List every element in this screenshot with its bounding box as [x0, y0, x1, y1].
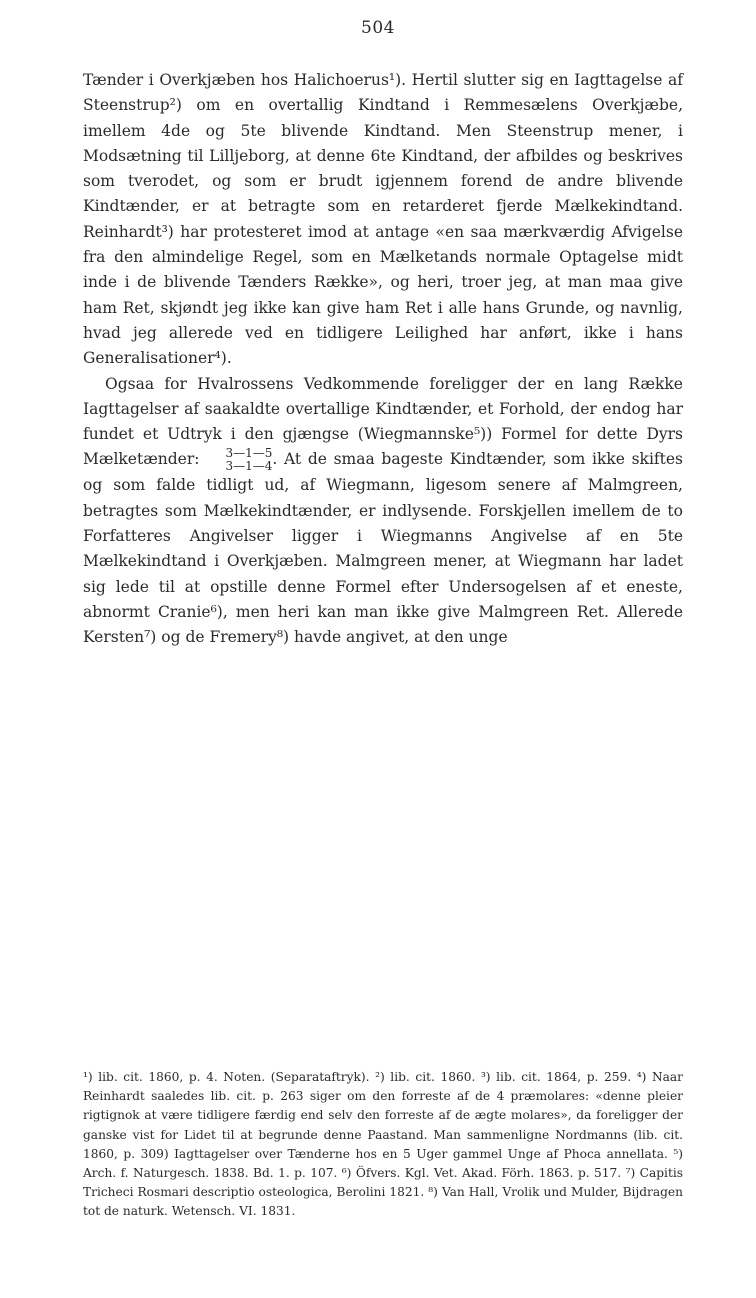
paragraph-2: Ogsaa for Hvalrossens Vedkommende foreligger der en lang Række Iagttagelser af saakaldte overtallige Kindtænder, et Forhold, der endog har fundet et Udtryk i den gjængse (Wiegmannske⁵)) Formel for dette Dyrs Mælketænder: 3—1—5 3—1—4 . At de smaa bageste Kindtænder, som ikke skiftes og som falde tidligt ud, af Wiegmann, ligesom senere af Malmgreen, betragtes som Mælkekindtænder, er indlysende. Forskjellen imellem de to Forfatteres Angivelser ligger i Wiegmanns Angivelse af en 5te Mælkekindtand i Overkjæben. Malmgreen mener, at Wiegmann har ladet sig lede til at opstille denne Formel efter Undersogelsen af et eneste, abnormt Cranie⁶), men heri kan man ikke give Malmgreen Ret. Allerede Kersten⁷) og de Fremery⁸) havde angivet, at den unge: [83, 374, 683, 647]
footnotes-text: ¹) lib. cit. 1860, p. 4. Noten. (Separataftryk). ²) lib. cit. 1860. ³) lib. cit. 1864, p. 259. ⁴) Naar Reinhardt saaledes lib. cit. p. 263 siger om den forreste af de 4 præmolares: «denne pleier rigtignok at være tidligere færdig end selv den forreste af de ægte molares», da foreligger der ganske vist for Lidet til at begrunde denne Paastand. Man sammenligne Nordmanns (lib. cit. 1860, p. 309) Iagttagelser over Tænderne hos en 5 Uger gammel Unge af Phoca annellata. ⁵) Arch. f. Naturgesch. 1838. Bd. 1. p. 107. ⁶) Öfvers. Kgl. Vet. Akad. Förh. 1863. p. 517. ⁷) Capitis Tricheci Rosmari descriptio osteologica, Berolini 1821. ⁸) Van Hall, Vrolik und Mulder, Bijdragen tot de naturk. Wetensch. VI. 1831.: [83, 1070, 683, 1219]
formula-bottom: 3—1—4: [225, 459, 273, 474]
dental-formula: [203, 447, 272, 473]
page-number: 504: [361, 18, 395, 38]
formula-top: 3—1—5: [225, 446, 273, 461]
paragraph-2-start: Ogsaa for Hvalrossens Vedkommende foreligger der en lang Række Iagttagelser af saakaldte overtallige Kindtænder, et Forhold, der endog har fundet et Udtryk i den gjængse (Wiegmannske⁵)) Formel for dette Dyrs Mælketænder:: [83, 374, 683, 469]
body-text: [83, 68, 683, 651]
paragraph-2-rest: At de smaa bageste Kindtænder, som ikke skiftes og som falde tidligt ud, af Wiegmann, ligesom senere af Malmgreen, betragtes som Mælkekindtænder, er indlysende. Forskjellen imellem de to Forfatteres Angivelser ligger i Wiegmanns Angivelse af en 5te Mælkekindtand i Overkjæben. Malmgreen mener, at Wiegmann har ladet sig lede til at opstille denne Formel efter Undersogelsen af et eneste, abnormt Cranie⁶), men heri kan man ikke give Malmgreen Ret. Allerede Kersten⁷) og de Fremery⁸) havde angivet, at den unge: [83, 450, 683, 647]
paragraph-1: Tænder i Overkjæben hos Halichoerus¹). Hertil slutter sig en Iagttagelse af Steenstrup²) om en overtallig Kindtand i Remmesælens Overkjæbe, imellem 4de og 5te blivende Kindtand. Men Steenstrup mener, i Modsætning til Lilljeborg, at denne 6te Kindtand, der afbildes og beskrives som tverodet, og som er brudt igjennem forend de andre blivende Kindtænder, er at betragte som en retarderet fjerde Mælkekindtand. Reinhardt³) har protesteret imod at antage «en saa mærkværdig Afvigelse fra den almindelige Regel, som en Mælketands normale Optagelse midt inde i de blivende Tænders Række», og heri, troer jeg, at man maa give ham Ret, skjøndt jeg ikke kan give ham Ret i alle hans Grunde, og navnlig, hvad jeg allerede ved en tidligere Leilighed har anført, ikke i hans Generalisationer⁴).: [83, 71, 683, 368]
footnotes: [83, 1068, 683, 1222]
